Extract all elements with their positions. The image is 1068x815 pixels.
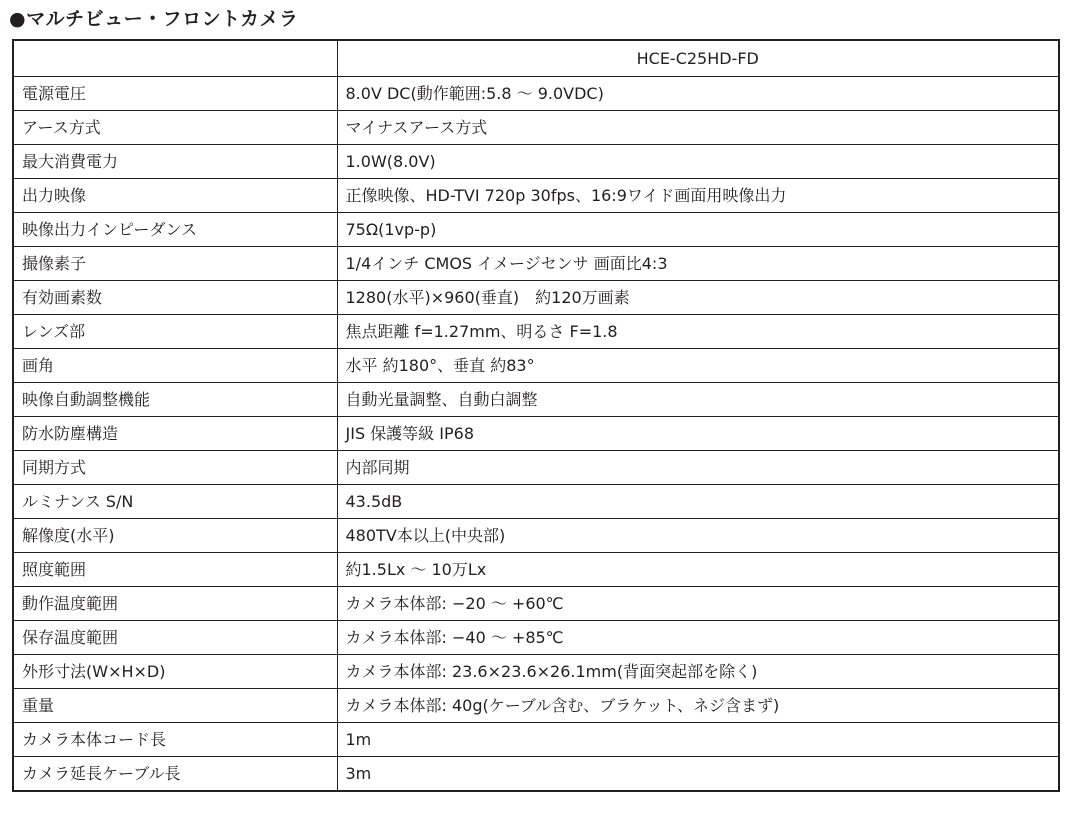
table-row bbox=[13, 587, 1059, 621]
spec-value: カメラ本体部: −40 〜 +85℃ bbox=[337, 621, 1059, 655]
spec-value: 自動光量調整、自動白調整 bbox=[337, 383, 1059, 417]
table-row bbox=[13, 383, 1059, 417]
spec-label: 外形寸法(W×H×D) bbox=[13, 655, 337, 689]
spec-value: 1/4インチ CMOS イメージセンサ 画面比4:3 bbox=[337, 247, 1059, 281]
table-row bbox=[13, 77, 1059, 111]
table-row bbox=[13, 145, 1059, 179]
spec-label: 有効画素数 bbox=[13, 281, 337, 315]
spec-value: 75Ω(1vp-p) bbox=[337, 213, 1059, 247]
table-row bbox=[13, 621, 1059, 655]
spec-value: 1m bbox=[337, 723, 1059, 757]
spec-label: 電源電圧 bbox=[13, 77, 337, 111]
spec-label: 動作温度範囲 bbox=[13, 587, 337, 621]
table-row bbox=[13, 179, 1059, 213]
spec-label: 同期方式 bbox=[13, 451, 337, 485]
table-row bbox=[13, 315, 1059, 349]
spec-value: 3m bbox=[337, 757, 1059, 792]
spec-value: 43.5dB bbox=[337, 485, 1059, 519]
table-row bbox=[13, 757, 1059, 792]
spec-value: 内部同期 bbox=[337, 451, 1059, 485]
model-name-cell: HCE-C25HD-FD bbox=[337, 40, 1059, 77]
table-row bbox=[13, 553, 1059, 587]
spec-value: 正像映像、HD-TVI 720p 30fps、16:9ワイド画面用映像出力 bbox=[337, 179, 1059, 213]
table-row bbox=[13, 519, 1059, 553]
spec-value: 約1.5Lx 〜 10万Lx bbox=[337, 553, 1059, 587]
table-header-row bbox=[13, 40, 1059, 77]
table-row bbox=[13, 417, 1059, 451]
spec-label: アース方式 bbox=[13, 111, 337, 145]
spec-label: 保存温度範囲 bbox=[13, 621, 337, 655]
table-row bbox=[13, 451, 1059, 485]
table-row bbox=[13, 247, 1059, 281]
spec-value: JIS 保護等級 IP68 bbox=[337, 417, 1059, 451]
table-row bbox=[13, 111, 1059, 145]
spec-value: 焦点距離 f=1.27mm、明るさ F=1.8 bbox=[337, 315, 1059, 349]
spec-label: レンズ部 bbox=[13, 315, 337, 349]
spec-value: 1280(水平)×960(垂直) 約120万画素 bbox=[337, 281, 1059, 315]
spec-label: 照度範囲 bbox=[13, 553, 337, 587]
spec-value: カメラ本体部: −20 〜 +60℃ bbox=[337, 587, 1059, 621]
table-row bbox=[13, 689, 1059, 723]
spec-label: 解像度(水平) bbox=[13, 519, 337, 553]
spec-value: カメラ本体部: 40g(ケーブル含む、ブラケット、ネジ含まず) bbox=[337, 689, 1059, 723]
section-title: ●マルチビュー・フロントカメラ bbox=[9, 8, 299, 30]
spec-label: 画角 bbox=[13, 349, 337, 383]
spec-value: マイナスアース方式 bbox=[337, 111, 1059, 145]
spec-table bbox=[12, 39, 1060, 792]
spec-value: 8.0V DC(動作範囲:5.8 〜 9.0VDC) bbox=[337, 77, 1059, 111]
table-row bbox=[13, 213, 1059, 247]
spec-value: 480TV本以上(中央部) bbox=[337, 519, 1059, 553]
table-row bbox=[13, 655, 1059, 689]
header-label-cell bbox=[13, 40, 337, 77]
spec-label: 出力映像 bbox=[13, 179, 337, 213]
spec-value: 1.0W(8.0V) bbox=[337, 145, 1059, 179]
spec-label: 最大消費電力 bbox=[13, 145, 337, 179]
spec-label: 撮像素子 bbox=[13, 247, 337, 281]
spec-value: カメラ本体部: 23.6×23.6×26.1mm(背面突起部を除く) bbox=[337, 655, 1059, 689]
spec-label: 映像自動調整機能 bbox=[13, 383, 337, 417]
table-row bbox=[13, 485, 1059, 519]
table-row bbox=[13, 281, 1059, 315]
spec-label: ルミナンス S/N bbox=[13, 485, 337, 519]
table-row bbox=[13, 349, 1059, 383]
spec-label: 重量 bbox=[13, 689, 337, 723]
table-row bbox=[13, 723, 1059, 757]
spec-label: カメラ本体コード長 bbox=[13, 723, 337, 757]
spec-label: 映像出力インピーダンス bbox=[13, 213, 337, 247]
spec-label: 防水防塵構造 bbox=[13, 417, 337, 451]
spec-value: 水平 約180°、垂直 約83° bbox=[337, 349, 1059, 383]
spec-label: カメラ延長ケーブル長 bbox=[13, 757, 337, 792]
